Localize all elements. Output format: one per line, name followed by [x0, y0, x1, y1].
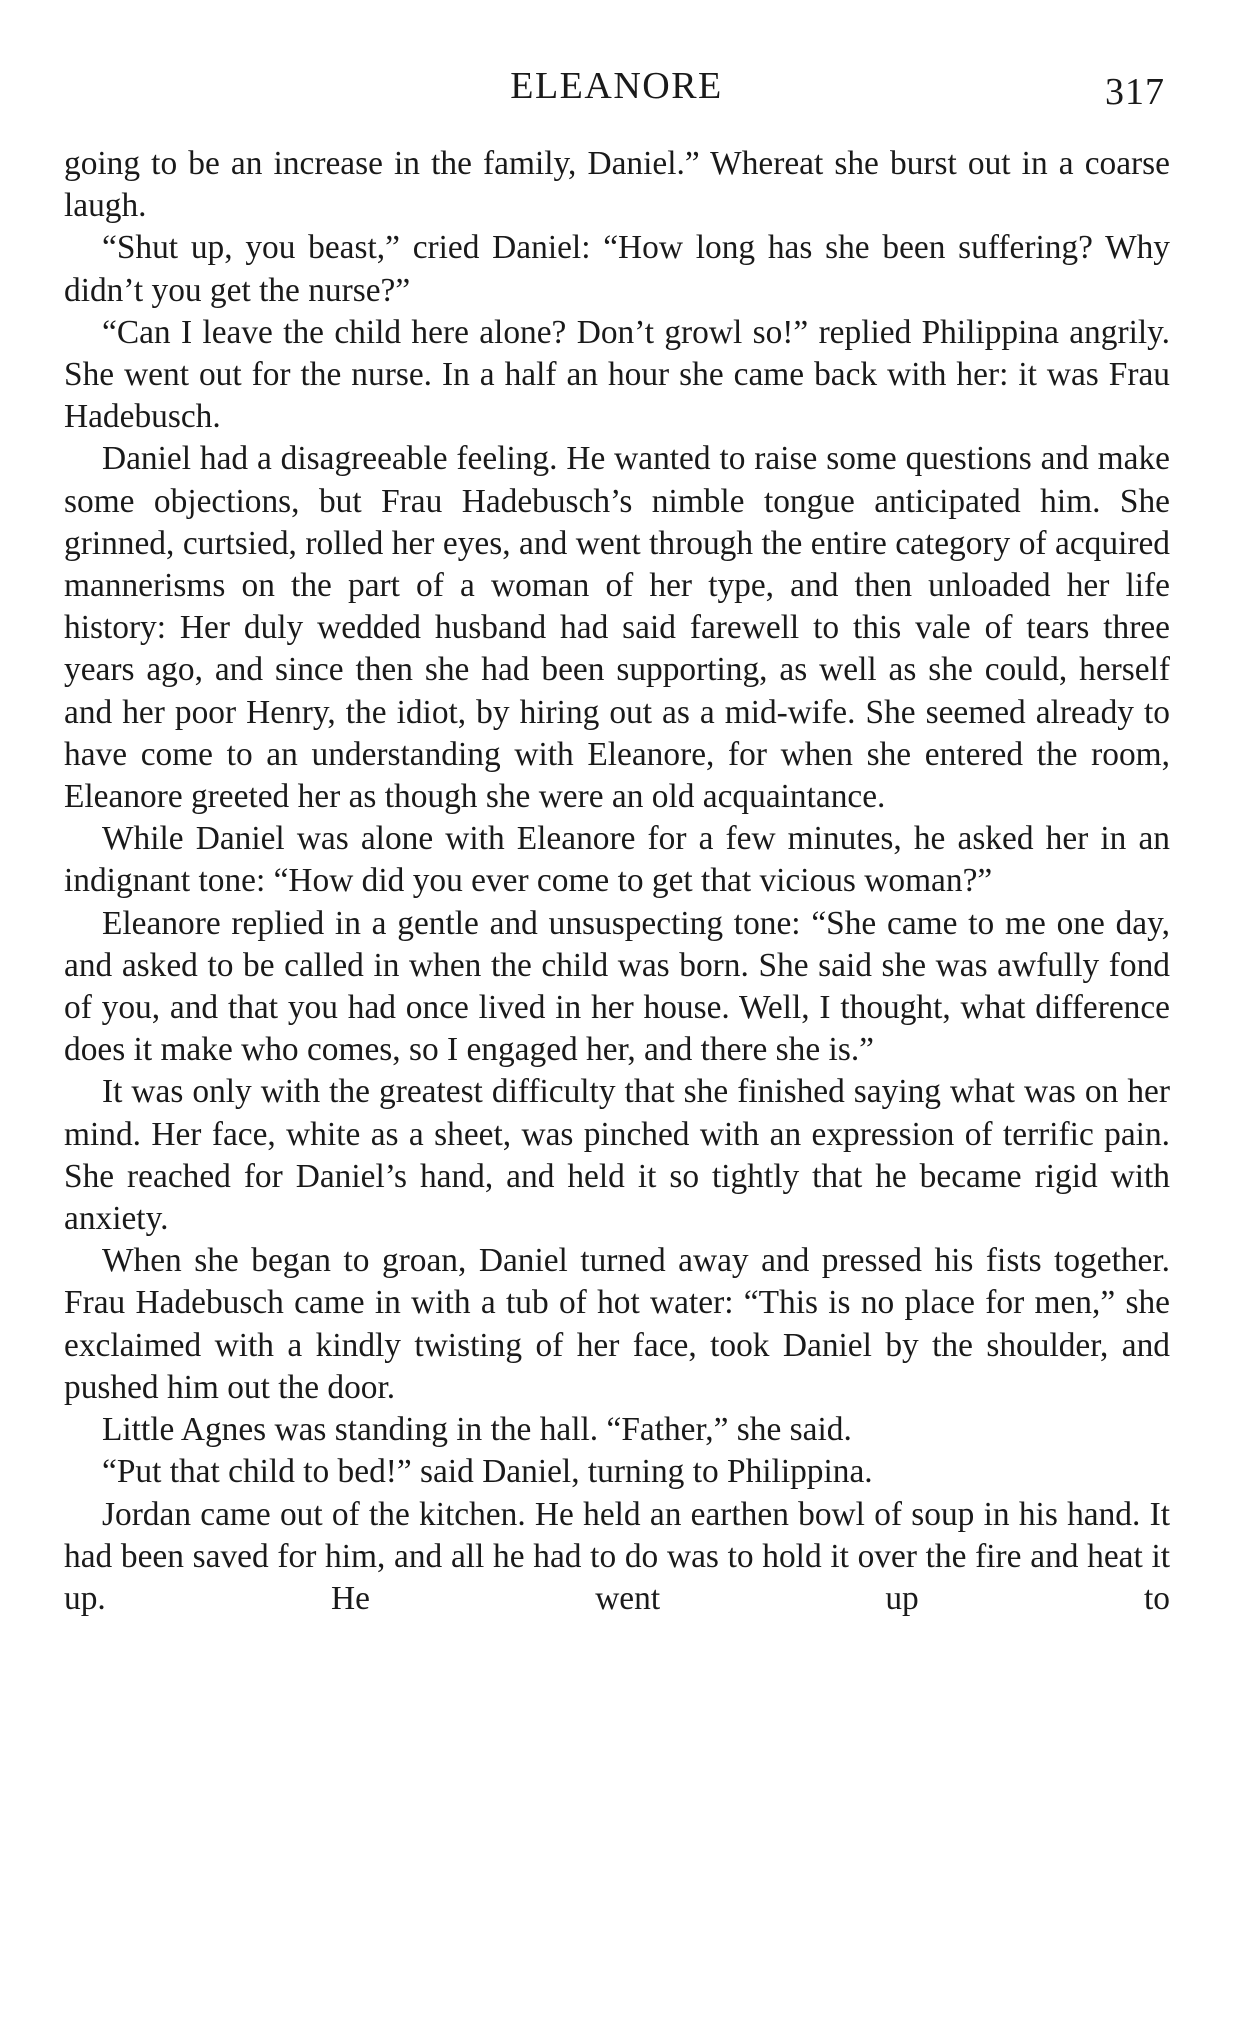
paragraph: Daniel had a disagreeable feeling. He wanted to raise some questions and make some objections, but Frau Hadebusch’s nimble tongue anticipated him. She grinned, curtsied, rolled her eyes, and went through the entire category of acquired mannerisms on the part of a woman of her type, and then unloaded her life history: Her duly wedded husband had said farewell to this vale of tears three years ago, and since then she had been supporting, as well as she could, herself and her poor Henry, the idiot, by hiring out as a mid-wife. She seemed already to have come to an understanding with Eleanore, for when she entered the room, Eleanore greeted her as though she were an old acquaintance.: [64, 440, 1170, 816]
running-title: ELEANORE: [510, 65, 723, 107]
paragraph: “Put that child to bed!” said Daniel, turning to Philippina.: [102, 1453, 873, 1491]
paragraph: It was only with the greatest difficulty that she finished saying what was on her mind. Her face, white as a sheet, was pinched with an expression of terrific pain. She reached for Daniel’s hand, and held it so tightly that he became rigid with anxiety.: [64, 1073, 1170, 1238]
paragraph: “Shut up, you beast,” cried Daniel: “How long has she been suffering? Why didn’t you get the nurse?”: [64, 229, 1170, 309]
paragraph: Jordan came out of the kitchen. He held an earthen bowl of soup in his hand. It had been saved for him, and all he had to do was to hold it over the fire and heat it up. He went up to: [64, 1495, 1170, 1617]
page-header: [0, 56, 1233, 116]
paragraph: Eleanore replied in a gentle and unsuspecting tone: “She came to me one day, and asked to be called in when the child was born. She said she was awfully fond of you, and that you had once lived in her house. Well, I thought, what difference does it make who comes, so I engaged her, and there she is.”: [64, 904, 1170, 1069]
paragraph: going to be an increase in the family, Daniel.” Whereat she burst out in a coarse laugh.: [64, 145, 1170, 225]
body-text: [64, 143, 1170, 1620]
paragraph: When she began to groan, Daniel turned away and pressed his fists together. Frau Hadebusch came in with a tub of hot water: “This is no place for men,” she exclaimed with a kindly twisting of her face, took Daniel by the shoulder, and pushed him out the door.: [64, 1242, 1170, 1406]
page-number: 317: [1105, 71, 1165, 113]
paragraph: While Daniel was alone with Eleanore for a few minutes, he asked her in an indignant tone: “How did you ever come to get that vicious woman?”: [64, 820, 1170, 900]
paragraph: Little Agnes was standing in the hall. “Father,” she said.: [102, 1411, 852, 1449]
paragraph: “Can I leave the child here alone? Don’t growl so!” replied Philippina angrily. She went out for the nurse. In a half an hour she came back with her: it was Frau Hadebusch.: [64, 313, 1170, 436]
